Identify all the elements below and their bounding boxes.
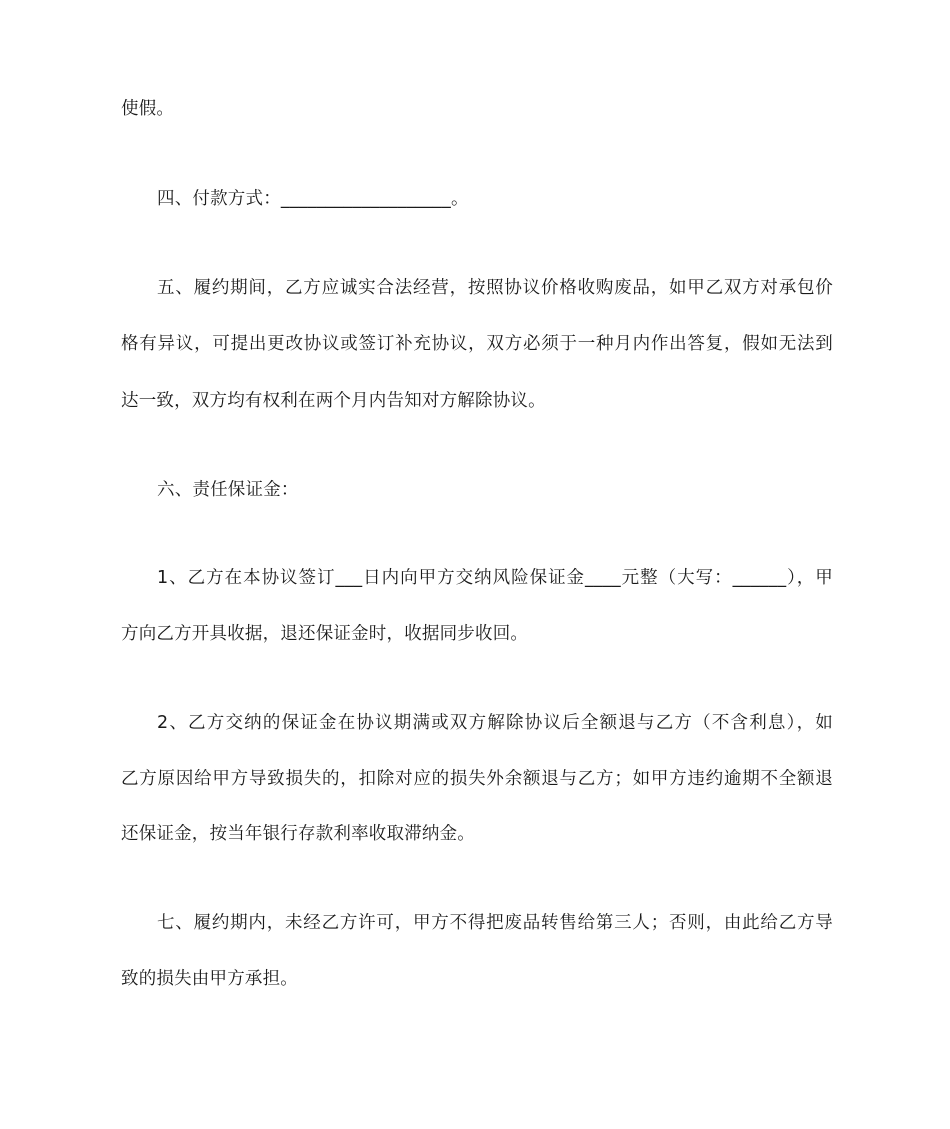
text-line: 使假。 [121, 99, 175, 119]
clause-7-line-1: 七、履约期内，未经乙方许可，甲方不得把废品转售给第三人；否则，由此给乙方导 [157, 913, 833, 933]
clause-5-line-1: 五、履约期间，乙方应诚实合法经营，按照协议价格收购废品，如甲乙双方对承包价 [157, 278, 833, 298]
clause-6-item-1-line-2: 方向乙方开具收据，退还保证金时，收据同步收回。 [121, 624, 529, 644]
clause-5-line-3: 达一致，双方均有权利在两个月内告知对方解除协议。 [121, 391, 546, 411]
clause-6-item-2-line-1: 2、乙方交纳的保证金在协议期满或双方解除协议后全额退与乙方（不含利息），如 [157, 713, 833, 733]
clause-6-item-2-line-2: 乙方原因给甲方导致损失的，扣除对应的损失外余额退与乙方；如甲方违约逾期不全额退 [121, 769, 833, 789]
clause-4-payment-method: 四、付款方式：___________________。 [157, 189, 469, 209]
clause-6-heading: 六、责任保证金： [157, 480, 299, 500]
clause-6-item-2-line-3: 还保证金，按当年银行存款利率收取滞纳金。 [121, 824, 475, 844]
clause-5-line-2: 格有异议，可提出更改协议或签订补充协议，双方必须于一种月内作出答复，假如无法到 [121, 334, 833, 354]
clause-7-line-2: 致的损失由甲方承担。 [121, 969, 298, 989]
clause-6-item-1-line-1: 1、乙方在本协议签订___日内向甲方交纳风险保证金____元整（大写：______），甲 [157, 568, 833, 588]
